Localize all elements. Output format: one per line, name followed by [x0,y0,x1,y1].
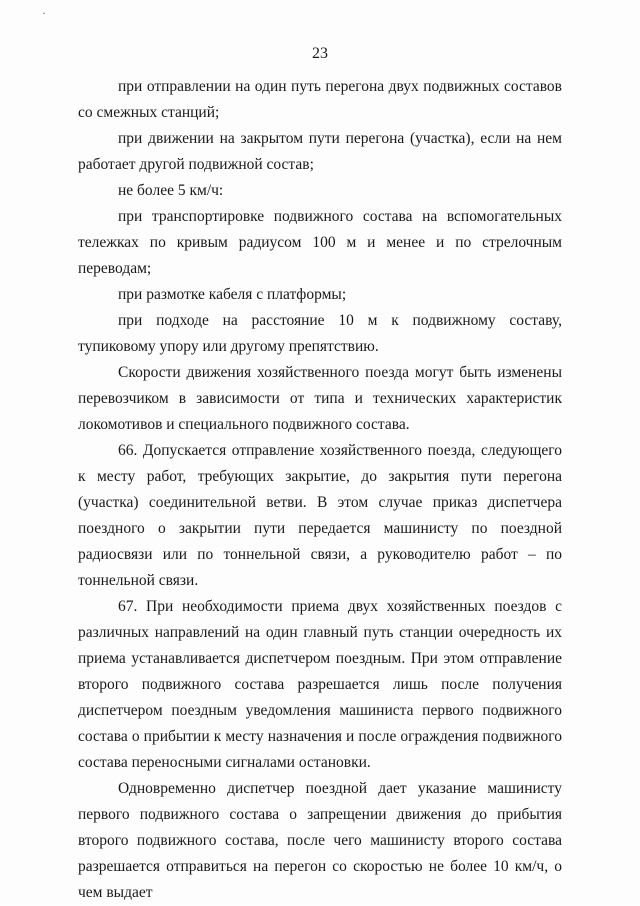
paragraph: при транспортировке подвижного состава на вспомогательных тележках по кривым радиусом 100 м и менее и по стрелочным переводам; [78,208,562,277]
page-number: 23 [312,45,328,62]
paragraph: при размотке кабеля с платформы; [118,286,347,303]
paragraph: Одновременно диспетчер поездной дает указание машинисту первого подвижного состава о запрещении движения до прибытия второго подвижного состава, после чего машинисту второго состава разрешается отправиться на перегон со скоростью не более 10 км/ч, о чем выдает [78,780,562,901]
scan-artifact: · [42,6,46,20]
paragraph: не более 5 км/ч: [118,182,224,199]
paragraph: 66. Допускается отправление хозяйственного поезда, следующего к месту работ, требующих закрытие, до закрытия пути перегона (участка) соединительной ветви. В этом случае приказ диспетчера поездного о закрытии пути передается машинисту по поездной радиосвязи или по тоннельной связи, а руководителю работ – по тоннельной связи. [78,442,562,589]
paragraph: при отправлении на один путь перегона двух подвижных составов со смежных станций; [78,78,562,121]
paragraph: при подходе на расстояние 10 м к подвижному составу, тупиковому упору или другому препятствию. [78,312,562,355]
paragraph: при движении на закрытом пути перегона (участка), если на нем работает другой подвижной состав; [78,130,562,173]
paragraph: Скорости движения хозяйственного поезда могут быть изменены перевозчиком в зависимости от типа и технических характеристик локомотивов и специального подвижного состава. [78,364,562,433]
paragraph: 67. При необходимости приема двух хозяйственных поездов с различных направлений на один главный путь станции очередность их приема устанавливается диспетчером поездным. При этом отправление второго подвижного состава разрешается лишь после получения диспетчером поездным уведомления машиниста первого подвижного состава о прибытии к месту назначения и после ограждения подвижного состава переносными сигналами остановки. [78,598,562,771]
document-body [78,74,562,906]
